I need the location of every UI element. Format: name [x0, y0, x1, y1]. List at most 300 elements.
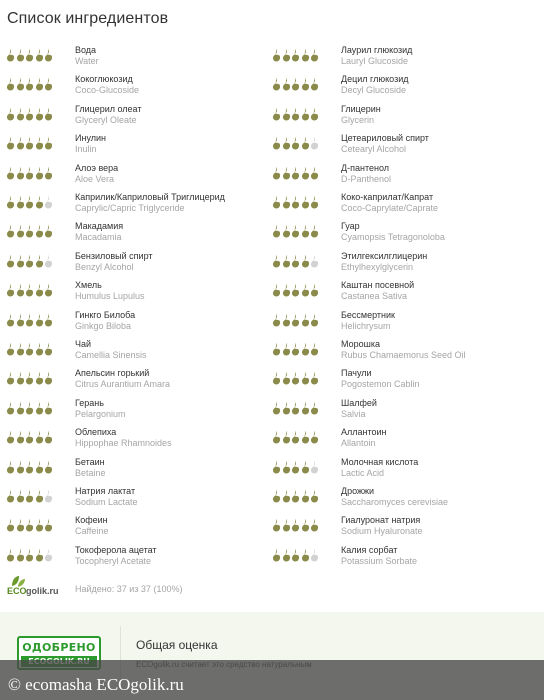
- drop-filled-icon: [291, 489, 300, 503]
- drop-filled-icon: [44, 166, 53, 180]
- drop-filled-icon: [16, 224, 25, 238]
- stamp-top-text: ОДОБРЕНО: [22, 641, 96, 654]
- drop-filled-icon: [25, 460, 34, 474]
- ingredient-names: [75, 133, 275, 154]
- ingredient-row[interactable]: [266, 130, 538, 159]
- drop-filled-icon: [25, 313, 34, 327]
- ingredient-row[interactable]: [266, 189, 538, 218]
- ingredient-name-lat: Water: [75, 56, 99, 66]
- drop-filled-icon: [16, 489, 25, 503]
- safety-rating: [272, 166, 320, 180]
- ingredient-names: [75, 280, 275, 301]
- ingredient-name-ru: Хмель: [75, 280, 102, 291]
- drop-filled-icon: [282, 430, 291, 444]
- verdict-title: Общая оценка: [136, 638, 218, 652]
- drop-filled-icon: [291, 166, 300, 180]
- ingredient-names: [75, 545, 275, 566]
- ingredient-row[interactable]: [0, 365, 272, 394]
- ingredient-name-lat: Rubus Chamaemorus Seed Oil: [341, 350, 466, 360]
- drop-filled-icon: [310, 401, 319, 415]
- drop-filled-icon: [310, 342, 319, 356]
- ingredient-name-lat: Tocopheryl Acetate: [75, 555, 152, 566]
- drop-filled-icon: [6, 401, 15, 415]
- ingredient-name-ru: Коко-каприлат/Капрат: [341, 192, 434, 202]
- drop-filled-icon: [272, 313, 281, 327]
- list-footer: [0, 570, 544, 604]
- ingredient-names: [341, 104, 541, 125]
- drop-filled-icon: [35, 489, 44, 503]
- drop-filled-icon: [35, 77, 44, 91]
- ingredient-name-ru: Вода: [75, 45, 97, 55]
- ingredient-row[interactable]: [0, 336, 272, 365]
- drop-filled-icon: [35, 254, 44, 268]
- drop-filled-icon: [291, 107, 300, 121]
- ingredient-names: [341, 368, 541, 389]
- drop-filled-icon: [44, 77, 53, 91]
- drop-filled-icon: [35, 136, 44, 150]
- ingredient-name-ru: Бетаин: [75, 456, 105, 467]
- safety-rating: [6, 489, 54, 503]
- ingredient-name-lat: Glycerin: [341, 114, 375, 125]
- ingredient-name-ru: Глицерил олеат: [75, 103, 142, 114]
- copyright-watermark: [0, 660, 544, 700]
- safety-rating: [272, 313, 320, 327]
- ecogolik-logo[interactable]: [6, 573, 66, 597]
- safety-rating: [6, 401, 54, 415]
- ingredient-name-lat: Lauryl Glucoside: [341, 56, 409, 66]
- drop-filled-icon: [310, 224, 319, 238]
- ingredient-row[interactable]: [266, 512, 538, 541]
- drop-filled-icon: [25, 107, 34, 121]
- ingredient-names: [75, 515, 275, 536]
- safety-rating: [6, 518, 54, 532]
- drop-filled-icon: [301, 77, 310, 91]
- safety-rating: [272, 401, 320, 415]
- ingredient-name-ru: Лаурил глюкозид: [341, 45, 413, 55]
- safety-rating: [272, 77, 320, 91]
- ingredient-row[interactable]: [266, 248, 538, 277]
- ingredient-name-ru: Дрожжи: [341, 486, 375, 496]
- drop-empty-icon: [310, 548, 319, 562]
- drop-filled-icon: [301, 48, 310, 62]
- drop-filled-icon: [301, 254, 310, 268]
- drop-filled-icon: [25, 283, 34, 297]
- drop-filled-icon: [6, 460, 15, 474]
- drop-filled-icon: [44, 342, 53, 356]
- drop-filled-icon: [16, 460, 25, 474]
- safety-rating: [6, 77, 54, 91]
- drop-filled-icon: [6, 313, 15, 327]
- drop-filled-icon: [282, 518, 291, 532]
- ingredient-row[interactable]: [0, 101, 272, 130]
- ingredient-name-ru: Макадамия: [75, 221, 124, 232]
- drop-filled-icon: [301, 401, 310, 415]
- ingredient-names: [341, 45, 541, 66]
- drop-filled-icon: [16, 77, 25, 91]
- ingredient-row[interactable]: [266, 101, 538, 130]
- drop-filled-icon: [310, 195, 319, 209]
- drop-filled-icon: [272, 254, 281, 268]
- drop-filled-icon: [291, 342, 300, 356]
- ingredient-names: [341, 486, 541, 507]
- drop-filled-icon: [272, 460, 281, 474]
- safety-rating: [272, 136, 320, 150]
- ingredient-name-lat: Helichrysum: [341, 320, 391, 331]
- drop-filled-icon: [25, 136, 34, 150]
- safety-rating: [6, 107, 54, 121]
- ingredient-name-lat: Benzyl Alcohol: [75, 261, 134, 272]
- drop-filled-icon: [6, 166, 15, 180]
- ingredient-name-lat: Castanea Sativa: [341, 291, 408, 302]
- ingredient-row[interactable]: [266, 71, 538, 100]
- ingredient-names: [341, 515, 541, 536]
- drop-filled-icon: [25, 166, 34, 180]
- drop-filled-icon: [282, 195, 291, 209]
- drop-filled-icon: [25, 77, 34, 91]
- ingredient-names: [75, 398, 275, 419]
- drop-filled-icon: [272, 371, 281, 385]
- drop-filled-icon: [282, 166, 291, 180]
- drop-filled-icon: [291, 283, 300, 297]
- ingredient-row[interactable]: [266, 483, 538, 512]
- drop-filled-icon: [291, 48, 300, 62]
- ingredient-names: [75, 427, 275, 448]
- drop-filled-icon: [35, 518, 44, 532]
- ingredient-name-lat: Saccharomyces cerevisiae: [341, 497, 449, 507]
- drop-filled-icon: [282, 460, 291, 474]
- ingredient-name-ru: Облепиха: [75, 427, 117, 438]
- ingredient-row[interactable]: [266, 218, 538, 247]
- ingredient-name-lat: Coco-Caprylate/Caprate: [341, 203, 439, 213]
- drop-filled-icon: [16, 136, 25, 150]
- ingredient-name-lat: Allantoin: [341, 438, 376, 449]
- ingredient-names: [75, 221, 275, 242]
- drop-filled-icon: [6, 48, 15, 62]
- drop-filled-icon: [6, 430, 15, 444]
- ingredient-names: [341, 545, 541, 566]
- drop-filled-icon: [301, 489, 310, 503]
- drop-filled-icon: [25, 195, 34, 209]
- drop-filled-icon: [282, 371, 291, 385]
- drop-filled-icon: [44, 518, 53, 532]
- drop-filled-icon: [301, 430, 310, 444]
- ingredient-names: [341, 427, 541, 448]
- drop-filled-icon: [16, 518, 25, 532]
- drop-filled-icon: [291, 195, 300, 209]
- ingredient-name-ru: Натрия лактат: [75, 486, 136, 496]
- ingredient-name-lat: Decyl Glucoside: [341, 85, 407, 96]
- drop-filled-icon: [301, 518, 310, 532]
- ingredient-name-lat: Ginkgo Biloba: [75, 320, 132, 331]
- drop-filled-icon: [282, 77, 291, 91]
- safety-rating: [6, 136, 54, 150]
- drop-filled-icon: [282, 107, 291, 121]
- drop-filled-icon: [272, 136, 281, 150]
- drop-filled-icon: [272, 430, 281, 444]
- ingredient-row[interactable]: [266, 454, 538, 483]
- ingredient-names: [75, 339, 275, 360]
- safety-rating: [6, 430, 54, 444]
- drop-filled-icon: [25, 518, 34, 532]
- drop-filled-icon: [6, 283, 15, 297]
- ingredient-row[interactable]: [0, 512, 272, 541]
- drop-filled-icon: [291, 224, 300, 238]
- safety-rating: [272, 48, 320, 62]
- ingredient-name-ru: Каприлик/Каприловый Триглицерид: [75, 192, 225, 202]
- drop-filled-icon: [25, 401, 34, 415]
- safety-rating: [6, 313, 54, 327]
- ingredient-name-ru: Каштан посевной: [341, 280, 415, 291]
- drop-filled-icon: [16, 48, 25, 62]
- ingredient-names: [341, 133, 541, 154]
- drop-filled-icon: [301, 166, 310, 180]
- drop-filled-icon: [6, 548, 15, 562]
- ingredient-name-ru: Чай: [75, 339, 92, 349]
- ingredient-row[interactable]: [0, 130, 272, 159]
- ingredient-name-lat: Cyamopsis Tetragonoloba: [341, 232, 445, 243]
- ingredient-name-lat: Inulin: [75, 144, 97, 155]
- drop-filled-icon: [25, 548, 34, 562]
- drop-filled-icon: [272, 224, 281, 238]
- drop-empty-icon: [310, 460, 319, 474]
- ingredient-name-lat: Pogostemon Cablin: [341, 379, 420, 390]
- drop-filled-icon: [301, 460, 310, 474]
- found-count: Найдено: 37 из 37 (100%): [75, 584, 183, 594]
- drop-filled-icon: [310, 77, 319, 91]
- drop-filled-icon: [44, 107, 53, 121]
- ingredient-name-ru: Алоэ вера: [75, 162, 119, 173]
- ingredient-row[interactable]: [0, 218, 272, 247]
- drop-filled-icon: [6, 254, 15, 268]
- safety-rating: [272, 254, 320, 268]
- safety-rating: [272, 195, 320, 209]
- safety-rating: [272, 430, 320, 444]
- drop-filled-icon: [272, 48, 281, 62]
- drop-filled-icon: [272, 166, 281, 180]
- drop-filled-icon: [301, 107, 310, 121]
- drop-filled-icon: [291, 430, 300, 444]
- ingredient-names: [341, 339, 541, 360]
- ingredient-row[interactable]: [266, 307, 538, 336]
- ingredient-name-lat: Hippophae Rhamnoides: [75, 438, 172, 449]
- ingredient-row[interactable]: [0, 277, 272, 306]
- ingredient-row[interactable]: [0, 160, 272, 189]
- ingredient-names: [75, 74, 275, 95]
- drop-empty-icon: [310, 136, 319, 150]
- drop-filled-icon: [282, 401, 291, 415]
- drop-filled-icon: [310, 313, 319, 327]
- ingredient-row[interactable]: [0, 542, 272, 571]
- ingredient-names: [341, 310, 541, 331]
- drop-filled-icon: [25, 489, 34, 503]
- ingredient-name-ru: Герань: [75, 397, 104, 408]
- drop-filled-icon: [44, 313, 53, 327]
- drop-filled-icon: [310, 283, 319, 297]
- ingredient-names: [75, 45, 275, 66]
- drop-filled-icon: [272, 518, 281, 532]
- ingredient-row[interactable]: [0, 307, 272, 336]
- drop-filled-icon: [291, 77, 300, 91]
- ingredient-name-lat: Camellia Sinensis: [75, 350, 147, 360]
- drop-filled-icon: [301, 136, 310, 150]
- drop-empty-icon: [44, 254, 53, 268]
- ingredient-row[interactable]: [0, 42, 272, 71]
- ingredient-names: [341, 398, 541, 419]
- ingredient-name-ru: Кокоглюкозид: [75, 74, 133, 85]
- drop-filled-icon: [35, 166, 44, 180]
- ingredient-names: [75, 486, 275, 507]
- drop-filled-icon: [301, 313, 310, 327]
- watermark-text: © ecomasha ECOgolik.ru: [8, 675, 184, 694]
- safety-rating: [6, 48, 54, 62]
- ingredient-name-lat: Betaine: [75, 467, 106, 478]
- ingredient-name-lat: Citrus Aurantium Amara: [75, 379, 171, 390]
- drop-filled-icon: [44, 283, 53, 297]
- ingredient-name-ru: Калия сорбат: [341, 544, 398, 555]
- ingredient-name-ru: Гуар: [341, 221, 360, 232]
- drop-filled-icon: [35, 224, 44, 238]
- safety-rating: [272, 224, 320, 238]
- drop-filled-icon: [310, 371, 319, 385]
- ingredient-names: [75, 192, 275, 213]
- drop-filled-icon: [16, 254, 25, 268]
- drop-filled-icon: [6, 224, 15, 238]
- drop-filled-icon: [35, 430, 44, 444]
- drop-filled-icon: [6, 77, 15, 91]
- ingredient-name-ru: Гиалуронат натрия: [341, 515, 421, 526]
- drop-filled-icon: [291, 254, 300, 268]
- ingredient-name-ru: Бессмертник: [341, 309, 395, 320]
- ingredient-row[interactable]: [266, 542, 538, 571]
- safety-rating: [6, 371, 54, 385]
- ingredient-name-ru: Пачули: [341, 368, 372, 379]
- drop-filled-icon: [16, 430, 25, 444]
- drop-filled-icon: [291, 460, 300, 474]
- ingredient-row[interactable]: [266, 395, 538, 424]
- ingredient-names: [341, 163, 541, 184]
- drop-filled-icon: [310, 48, 319, 62]
- ingredient-names: [341, 280, 541, 301]
- ingredient-row[interactable]: [266, 365, 538, 394]
- drop-filled-icon: [282, 283, 291, 297]
- svg-text:golik.ru: golik.ru: [26, 586, 59, 596]
- drop-filled-icon: [44, 48, 53, 62]
- ingredient-row[interactable]: [266, 336, 538, 365]
- ingredient-name-ru: Шалфей: [341, 397, 377, 408]
- drop-filled-icon: [272, 195, 281, 209]
- drop-filled-icon: [301, 195, 310, 209]
- ingredient-row[interactable]: [266, 42, 538, 71]
- page-title: Список ингредиентов: [7, 10, 169, 27]
- drop-filled-icon: [25, 342, 34, 356]
- ingredient-names: [75, 368, 275, 389]
- ingredient-names: [341, 221, 541, 242]
- drop-filled-icon: [44, 371, 53, 385]
- drop-filled-icon: [291, 548, 300, 562]
- ingredient-name-ru: Морошка: [341, 339, 380, 349]
- drop-filled-icon: [25, 254, 34, 268]
- ingredient-name-lat: Ethylhexylglycerin: [341, 261, 414, 272]
- ingredient-row[interactable]: [0, 248, 272, 277]
- drop-filled-icon: [282, 489, 291, 503]
- ingredient-name-lat: Salvia: [341, 408, 366, 419]
- drop-filled-icon: [272, 283, 281, 297]
- ingredient-name-ru: Децил глюкозид: [341, 74, 409, 85]
- ingredient-name-lat: Lactic Acid: [341, 467, 385, 478]
- drop-filled-icon: [35, 460, 44, 474]
- drop-filled-icon: [282, 548, 291, 562]
- drop-empty-icon: [310, 254, 319, 268]
- ingredient-name-ru: Кофеин: [75, 515, 108, 526]
- ingredient-name-lat: Humulus Lupulus: [75, 291, 145, 302]
- drop-filled-icon: [35, 313, 44, 327]
- safety-rating: [6, 548, 54, 562]
- ingredient-name-lat: Potassium Sorbate: [341, 555, 418, 566]
- drop-filled-icon: [301, 224, 310, 238]
- safety-rating: [6, 283, 54, 297]
- drop-filled-icon: [16, 371, 25, 385]
- drop-filled-icon: [291, 313, 300, 327]
- drop-filled-icon: [282, 342, 291, 356]
- drop-filled-icon: [25, 48, 34, 62]
- drop-filled-icon: [25, 371, 34, 385]
- drop-filled-icon: [310, 166, 319, 180]
- ingredient-row[interactable]: [0, 483, 272, 512]
- ingredient-row[interactable]: [0, 395, 272, 424]
- ingredient-name-lat: Aloe Vera: [75, 173, 115, 184]
- drop-filled-icon: [272, 489, 281, 503]
- drop-empty-icon: [44, 489, 53, 503]
- ingredient-names: [75, 251, 275, 272]
- ingredient-name-lat: Caprylic/Capric Triglyceride: [75, 203, 185, 213]
- drop-filled-icon: [272, 77, 281, 91]
- drop-filled-icon: [16, 401, 25, 415]
- ingredient-row[interactable]: [266, 160, 538, 189]
- ingredient-row[interactable]: [266, 424, 538, 453]
- drop-filled-icon: [310, 430, 319, 444]
- drop-empty-icon: [44, 195, 53, 209]
- ingredient-row[interactable]: [0, 454, 272, 483]
- drop-filled-icon: [35, 548, 44, 562]
- drop-filled-icon: [272, 401, 281, 415]
- ingredient-names: [341, 251, 541, 272]
- safety-rating: [6, 254, 54, 268]
- ingredient-names: [75, 163, 275, 184]
- ingredient-name-lat: Caffeine: [75, 526, 109, 537]
- drop-filled-icon: [16, 313, 25, 327]
- ingredient-names: [75, 104, 275, 125]
- ingredient-name-ru: Токоферола ацетат: [75, 544, 157, 555]
- drop-filled-icon: [301, 371, 310, 385]
- ingredient-row[interactable]: [266, 277, 538, 306]
- ingredient-name-lat: Cetearyl Alcohol: [341, 144, 407, 155]
- drop-filled-icon: [16, 195, 25, 209]
- ingredient-row[interactable]: [0, 71, 272, 100]
- drop-filled-icon: [282, 313, 291, 327]
- ingredient-name-ru: Гинкго Билоба: [75, 309, 136, 320]
- ingredient-name-lat: Coco-Glucoside: [75, 85, 140, 96]
- ingredient-row[interactable]: [0, 189, 272, 218]
- drop-filled-icon: [282, 254, 291, 268]
- drop-filled-icon: [301, 548, 310, 562]
- drop-filled-icon: [272, 548, 281, 562]
- safety-rating: [6, 224, 54, 238]
- drop-filled-icon: [16, 548, 25, 562]
- ingredient-row[interactable]: [0, 424, 272, 453]
- safety-rating: [6, 460, 54, 474]
- drop-filled-icon: [25, 430, 34, 444]
- safety-rating: [6, 166, 54, 180]
